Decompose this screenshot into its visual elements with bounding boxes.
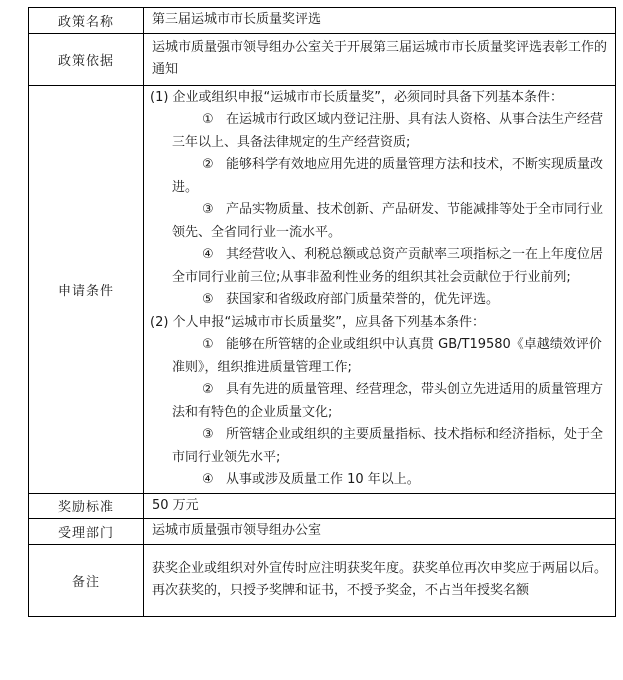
table-row-policy-basis [29, 33, 616, 85]
item-text: 具有先进的质量管理、经营理念，带头创立先进适用的质量管理方法和有特色的企业质量文化; [172, 382, 604, 420]
item-text: 能够在所管辖的企业或组织中认真贯 GB/T19580《卓越绩效评价准则》，组织推进质量管理工作; [172, 337, 602, 375]
list-item [172, 109, 605, 154]
list-item [172, 244, 605, 289]
remarks-label: 备注 [29, 544, 144, 616]
item-text: 获国家和省级政府部门质量荣誉的，优先评选。 [226, 292, 500, 307]
condition-group-heading: (1) 企业或组织申报“运城市市长质量奖”，必须同时具备下列基本条件： [150, 89, 564, 105]
table-row-remarks [29, 544, 616, 616]
list-item [172, 154, 605, 199]
table-row-reward [29, 493, 616, 519]
item-number: ④ [202, 472, 214, 487]
item-text: 产品实物质量、技术创新、产品研发、节能减排等处于全市同行业领先、全省同行业一流水平。 [172, 202, 604, 240]
policy-basis-value: 运城市质量强市领导组办公室关于开展第三届运城市市长质量奖评选表彰工作的通知 [144, 33, 616, 85]
item-text: 能够科学有效地应用先进的质量管理方法和技术，不断实现质量改进。 [172, 157, 604, 195]
reward-label: 奖励标准 [29, 493, 144, 519]
department-value: 运城市质量强市领导组办公室 [144, 519, 616, 545]
table-row-department [29, 519, 616, 545]
item-number: ① [202, 337, 214, 352]
condition-group-individual [150, 312, 605, 492]
condition-group-organization [150, 87, 605, 312]
policy-name-label: 政策名称 [29, 8, 144, 34]
conditions-label: 申请条件 [29, 85, 144, 493]
department-label: 受理部门 [29, 519, 144, 545]
item-number: ③ [202, 427, 214, 442]
item-text: 所管辖企业或组织的主要质量指标、技术指标和经济指标，处于全市同行业领先水平; [172, 427, 604, 465]
item-number: ⑤ [202, 292, 214, 307]
list-item [172, 289, 605, 312]
list-item [172, 424, 605, 469]
item-text: 其经营收入、利税总额或总资产贡献率三项指标之一在上年度位居全市同行业前三位;从事非盈利性业务的组织其社会贡献位于行业前列; [172, 247, 604, 285]
list-item [172, 379, 605, 424]
policy-name-value: 第三届运城市市长质量奖评选 [144, 8, 616, 34]
item-text: 从事或涉及质量工作 10 年以上。 [226, 472, 420, 487]
reward-value: 50 万元 [144, 493, 616, 519]
conditions-content [144, 85, 616, 493]
remarks-value: 获奖企业或组织对外宣传时应注明获奖年度。获奖单位再次申奖应于两届以后。再次获奖的，只授予奖牌和证书，不授予奖金，不占当年授奖名额 [144, 544, 616, 616]
table-row-conditions [29, 85, 616, 493]
table-row-policy-name [29, 8, 616, 34]
policy-basis-label: 政策依据 [29, 33, 144, 85]
condition-group-heading: (2) 个人申报“运城市市长质量奖”，应具备下列基本条件： [150, 314, 486, 330]
item-number: ② [202, 157, 214, 172]
item-number: ④ [202, 247, 214, 262]
list-item [172, 199, 605, 244]
list-item [172, 469, 605, 492]
item-text: 在运城市行政区域内登记注册、具有法人资格、从事合法生产经营三年以上、具备法律规定的生产经营资质; [172, 112, 604, 150]
policy-table [28, 7, 616, 617]
list-item [172, 334, 605, 379]
item-number: ① [202, 112, 214, 127]
item-number: ③ [202, 202, 214, 217]
item-number: ② [202, 382, 214, 397]
